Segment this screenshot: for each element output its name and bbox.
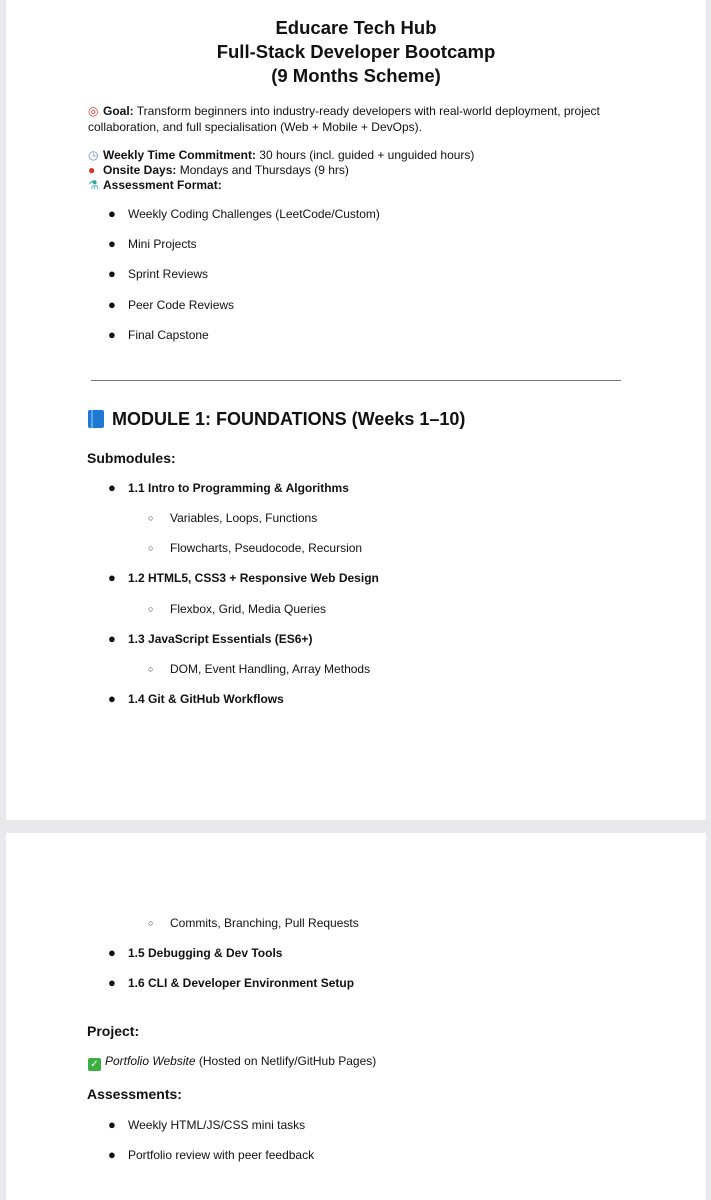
list-item: Portfolio review with peer feedback xyxy=(128,1148,315,1162)
list-item: Variables, Loops, Functions xyxy=(170,511,318,525)
list-item: Weekly Coding Challenges (LeetCode/Custom) xyxy=(128,207,380,221)
doc-title-program: Full-Stack Developer Bootcamp xyxy=(216,41,496,62)
onsite-text: Mondays and Thursdays (9 hrs) xyxy=(176,163,349,177)
list-item: Weekly HTML/JS/CSS mini tasks xyxy=(128,1118,306,1132)
goal-text-continued: collaboration, and full specialisation (Web + Mobile + DevOps). xyxy=(88,120,422,134)
circle-bullet-icon: ○ xyxy=(148,543,154,553)
submodules-heading: Submodules: xyxy=(87,450,176,466)
submodule-1-1: 1.1 Intro to Programming & Algorithms xyxy=(128,481,349,495)
check-mark-icon: ✓ xyxy=(88,1058,101,1071)
bullet-icon: ● xyxy=(108,236,116,251)
project-heading: Project: xyxy=(87,1023,140,1039)
bullet-icon: ● xyxy=(108,691,116,706)
time-line xyxy=(88,147,474,163)
time-text: 30 hours (incl. guided + unguided hours) xyxy=(255,148,475,162)
list-item: Sprint Reviews xyxy=(128,267,209,281)
horizontal-divider xyxy=(91,380,621,381)
list-item: Peer Code Reviews xyxy=(128,298,235,312)
goal-line xyxy=(88,103,600,119)
submodule-1-2: 1.2 HTML5, CSS3 + Responsive Web Design xyxy=(128,571,379,585)
bullet-icon: ● xyxy=(108,975,116,990)
assessment-format-line xyxy=(88,177,222,193)
module-1-heading xyxy=(88,407,465,431)
submodule-1-4: 1.4 Git & GitHub Workflows xyxy=(128,692,284,706)
circle-bullet-icon: ○ xyxy=(148,918,154,928)
module-1-title: MODULE 1: FOUNDATIONS (Weeks 1–10) xyxy=(112,409,466,429)
list-item: DOM, Event Handling, Array Methods xyxy=(170,662,371,676)
list-item: Flexbox, Grid, Media Queries xyxy=(170,602,327,616)
list-item: Flowcharts, Pseudocode, Recursion xyxy=(170,541,363,555)
bullet-icon: ● xyxy=(108,945,116,960)
assessment-format-label: Assessment Format: xyxy=(103,178,222,192)
bullet-icon: ● xyxy=(108,631,116,646)
bullet-icon: ● xyxy=(108,297,116,312)
circle-bullet-icon: ○ xyxy=(148,664,154,674)
onsite-label: Onsite Days: xyxy=(103,163,177,177)
document-page-2 xyxy=(6,833,706,1200)
clock-icon: ◷ xyxy=(88,148,99,162)
test-tube-icon: ⚗ xyxy=(88,178,99,192)
time-label: Weekly Time Commitment: xyxy=(103,148,256,162)
project-line xyxy=(88,1053,376,1071)
document-page-1 xyxy=(6,0,706,820)
blue-book-icon xyxy=(88,410,104,428)
submodule-1-6: 1.6 CLI & Developer Environment Setup xyxy=(128,976,355,990)
pin-icon: ● xyxy=(88,163,96,177)
bullet-icon: ● xyxy=(108,266,116,281)
bullet-icon: ● xyxy=(108,570,116,585)
target-icon: ◎ xyxy=(88,104,99,118)
project-name: Portfolio Website xyxy=(105,1054,196,1068)
bullet-icon: ● xyxy=(108,327,116,342)
goal-label: Goal: xyxy=(103,104,134,118)
goal-text: Transform beginners into industry-ready developers with real-world deployment, project xyxy=(133,104,600,118)
bullet-icon: ● xyxy=(108,1117,116,1132)
doc-title-org: Educare Tech Hub xyxy=(275,17,437,38)
circle-bullet-icon: ○ xyxy=(148,604,154,614)
assessments-heading: Assessments: xyxy=(87,1086,182,1102)
project-note: (Hosted on Netlify/GitHub Pages) xyxy=(195,1054,377,1068)
submodule-1-5: 1.5 Debugging & Dev Tools xyxy=(128,946,283,960)
circle-bullet-icon: ○ xyxy=(148,513,154,523)
doc-title-scheme: (9 Months Scheme) xyxy=(271,65,441,86)
bullet-icon: ● xyxy=(108,1147,116,1162)
bullet-icon: ● xyxy=(108,206,116,221)
submodule-1-3: 1.3 JavaScript Essentials (ES6+) xyxy=(128,632,313,646)
list-item: Final Capstone xyxy=(128,328,209,342)
list-item: Commits, Branching, Pull Requests xyxy=(170,916,359,930)
onsite-line xyxy=(88,162,349,178)
list-item: Mini Projects xyxy=(128,237,197,251)
bullet-icon: ● xyxy=(108,480,116,495)
